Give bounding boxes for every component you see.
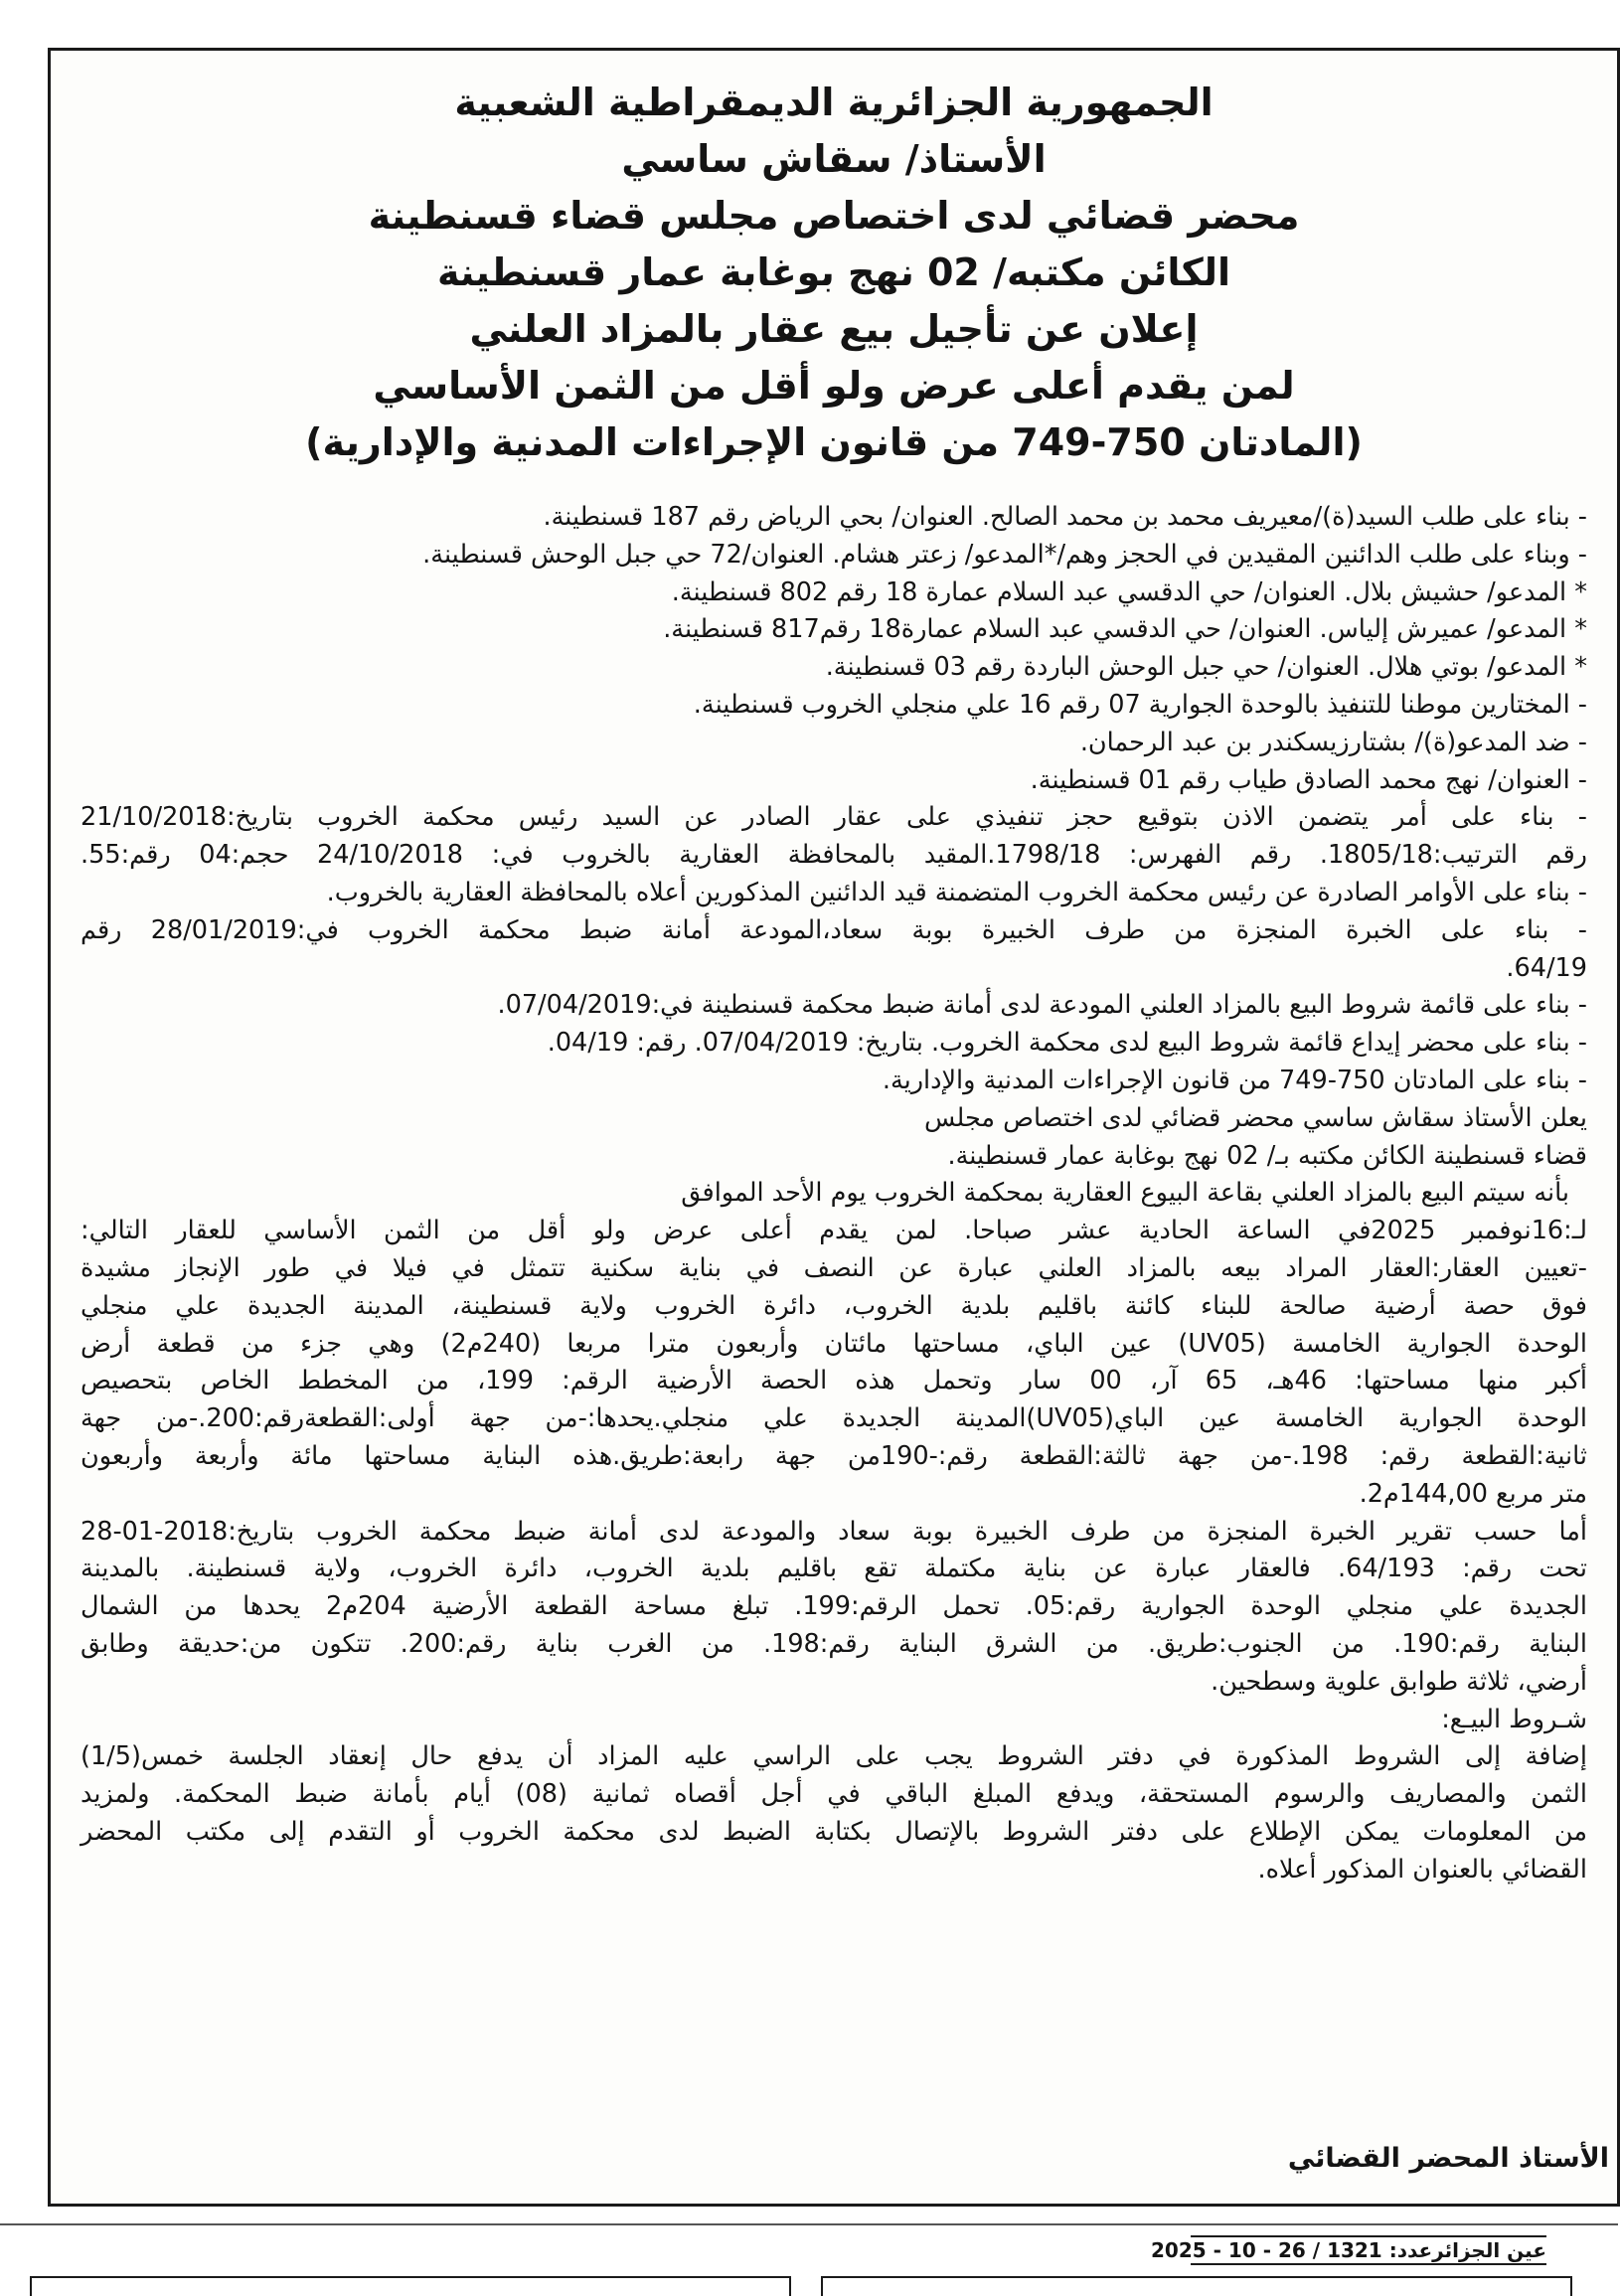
next-notice-frame — [821, 2276, 1572, 2296]
body-line: أكبر منها مساحتها: 46هـ، 65 آر، 00 سار وتحمل هذه الحصة الأرضية الرقم: 199، من المخطط الخاص بتحصيص — [81, 1366, 1588, 1396]
body-line: - بناء على الأوامر الصادرة عن رئيس محكمة الخروب المتضمنة قيد الدائنين المذكورين أعلاه بالمحافظة العقارية بالخروب. — [326, 877, 1587, 907]
body-line: - العنوان/ نهج محمد الصادق طياب رقم 01 قسنطينة. — [1030, 764, 1587, 795]
body-line: متر مربع 144,00م2. — [1359, 1478, 1587, 1509]
announcement-content — [81, 75, 1587, 1888]
announcement-frame — [48, 48, 1620, 2207]
body-line: الجديدة علي منجلي الوحدة الجوارية رقم:05. تحمل الرقم:199. تبلغ مساحة القطعة الأرضية 204م2 يحدها من الشمال — [81, 1591, 1587, 1622]
announcement-subtitle: لمن يقدم أعلى عرض ولو أقل من الثمن الأساسي — [373, 364, 1295, 408]
body-line: - بناء على محضر إيداع قائمة شروط البيع لدى محكمة الخروب. بتاريخ: 07/04/2019. رقم: 04/19. — [547, 1028, 1587, 1059]
body-line: - المختارين موطنا للتنفيذ بالوحدة الجوارية 07 رقم 16 علي منجلي الخروب قسنطينة. — [693, 689, 1587, 720]
body-line: من المعلومات يمكن الإطلاع على دفتر الشروط بالإتصال بكتابة الضبط لدى محكمة الخروب أو التقدم إلى مكتب المحضر — [81, 1816, 1587, 1847]
body-line: القضائي بالعنوان المذكور أعلاه. — [1257, 1854, 1587, 1885]
body-line: الوحدة الجوارية الخامسة (UV05) عين الباي، مساحتها مائتان وأربعون مترا مربعا (240م2) وهي جزء من قطعة أرض — [81, 1328, 1588, 1359]
body-line: - بناء على المادتان 750-749 من قانون الإجراءات المدنية والإدارية. — [882, 1065, 1587, 1095]
body-line: البناية رقم:190. من الجنوب:طريق. من الشرق البناية رقم:198. من الغرب بناية رقم:200. تتكون من:حديقة وطابق — [81, 1628, 1587, 1659]
body-line: بأنه سيتم البيع بالمزاد العلني بقاعة البيوع العقارية بمحكمة الخروب يوم الأحد الموافق — [681, 1178, 1569, 1209]
body-line: الثمن والمصاريف والرسوم المستحقة، ويدفع المبلغ الباقي في أجل أقصاه ثمانية (08) أيام بأمانة ضبط المحكمة. ولمزيد — [81, 1779, 1587, 1810]
body-line: قضاء قسنطينة الكائن مكتبه بـ/ 02 نهج بوغابة عمار قسنطينة. — [947, 1140, 1587, 1171]
republic-title: الجمهورية الجزائرية الديمقراطية الشعبية — [454, 81, 1214, 124]
body-line: فوق حصة أرضية صالحة للبناء كائنة باقليم بلدية الخروب، دائرة الخروب ولاية قسنطينة، المدينة الجديدة علي منجلي — [81, 1290, 1587, 1321]
body-line: الوحدة الجوارية الخامسة عين الباي(UV05)المدينة الجديدة علي منجلي.يحدها:-من جهة أولى:القطعةرقم:200.-من جهة — [81, 1403, 1587, 1434]
body-line: * المدعو/ بوتي هلال. العنوان/ حي جبل الوحش الباردة رقم 03 قسنطينة. — [825, 652, 1587, 683]
body-line: رقم الترتيب:1805/18. رقم الفهرس: 1798/18.المقيد بالمحافظة العقارية بالخروب في: 24/10/2018 حجم:04 رقم:55. — [81, 840, 1587, 871]
body-line: ثانية:القطعة رقم: 198.-من جهة ثالثة:القطعة رقم:-190من جهة رابعة:طريق.هذه البناية مساحتها مائة وأربعة وأربعون — [81, 1440, 1588, 1471]
body-line: 64/19. — [1506, 952, 1587, 983]
body-line: * المدعو/ حشيش بلال. العنوان/ حي الدقسي عبد السلام عمارة 18 رقم 802 قسنطينة. — [671, 576, 1587, 607]
body-line: تحت رقم: 64/193. فالعقار عبارة عن بناية مكتملة تقع باقليم بلدية الخروب، دائرة الخروب، ولاية قسنطينة. بالمدينة — [81, 1554, 1587, 1584]
page-separator — [0, 2223, 1618, 2225]
body-line: * المدعو/ عميرش إلياس. العنوان/ حي الدقسي عبد السلام عمارة18 رقم817 قسنطينة. — [663, 614, 1587, 645]
bailiff-name: الأستاذ/ سقاش ساسي — [621, 137, 1047, 181]
body-line: يعلن الأستاذ سقاش ساسي محضر قضائي لدى اختصاص مجلس — [924, 1102, 1587, 1133]
body-line: - بناء على قائمة شروط البيع بالمزاد العلني المودعة لدى أمانة ضبط محكمة قسنطينة في:07/04/2019. — [497, 990, 1587, 1021]
body-line: - بناء على أمر يتضمن الاذن بتوقيع حجز تنفيذي على عقار الصادر عن السيد رئيس محكمة الخروب بتاريخ:21/10/2018 — [81, 802, 1587, 833]
body-line: إضافة إلى الشروط المذكورة في دفتر الشروط يجب على الراسي عليه المزاد أن يدفع حال إنعقاد الجلسة خمس(1/5) — [81, 1741, 1587, 1772]
signature-line: الأستاذ المحضر القضائي — [1287, 2143, 1609, 2174]
office-address: الكائن مكتبه/ 02 نهج بوغابة عمار قسنطينة — [436, 250, 1231, 294]
announcement-body — [81, 499, 1587, 1888]
body-line: أرضي، ثلاثة طوابق علوية وسطحين. — [1211, 1666, 1587, 1697]
body-line: - وبناء على طلب الدائنين المقيدين في الحجز وهم/*المدعو/ زعتر هشام. العنوان/72 حي جبل الوحش قسنطينة. — [422, 539, 1587, 570]
body-line: لـ:16نوفمبر 2025في الساعة الحادية عشر صباحا. لمن يقدم أعلى عرض ولو أقل من الثمن الأساسي للعقار التالي: — [81, 1216, 1587, 1246]
announcement-title: إعلان عن تأجيل بيع عقار بالمزاد العلني — [469, 307, 1199, 351]
sale-conditions-heading: شـروط البيـع: — [1441, 1704, 1587, 1734]
body-line: - ضد المدعو(ة)/ بشتارزيسكندر بن عبد الرحمان. — [1079, 727, 1587, 757]
body-line: -تعيين العقار:العقار المراد بيعه بالمزاد العلني عبارة عن النصف في بناية سكنية تتمثل في فيلا في طور الإنجاز مشيدة — [81, 1252, 1587, 1283]
legal-reference: (المادتان 750-749 من قانون الإجراءات المدنية والإدارية) — [305, 420, 1363, 464]
body-line: - بناء على طلب السيد(ة)/معيريف محمد بن محمد الصالح. العنوان/ بحي الرياض رقم 187 قسنطينة. — [543, 502, 1587, 532]
body-line: - بناء على الخبرة المنجزة من طرف الخبيرة بوبة سعاد،المودعة أمانة ضبط محكمة الخروب في:28/01/2019 رقم — [81, 914, 1587, 945]
publication-footer: عين الجزائرعدد: 1321 / 26 - 10 - 2025 — [1191, 2235, 1546, 2265]
body-line: أما حسب تقرير الخبرة المنجزة من طرف الخبيرة بوبة سعاد والمودعة لدى أمانة ضبط محكمة الخروب بتاريخ:2018-01-28 — [81, 1516, 1587, 1547]
bailiff-jurisdiction: محضر قضائي لدى اختصاص مجلس قضاء قسنطينة — [368, 194, 1300, 238]
adjacent-notice-frame — [30, 2276, 791, 2296]
